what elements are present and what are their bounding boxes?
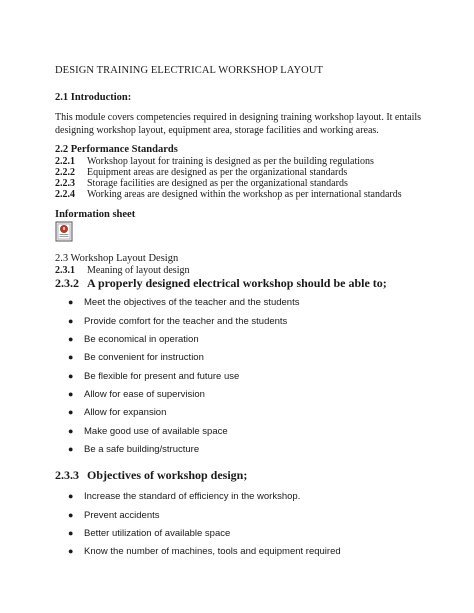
subsection-number: 2.3.1	[55, 265, 75, 276]
item-number: 2.2.2	[55, 167, 75, 178]
introduction-heading: 2.1 Introduction:	[55, 92, 132, 103]
performance-standards-heading: 2.2 Performance Standards	[55, 144, 178, 155]
layout-design-heading: 2.3 Workshop Layout Design	[55, 253, 179, 264]
subsection-text: A properly designed electrical workshop should be able to;	[87, 276, 387, 290]
bullet-icon: ●	[68, 510, 74, 520]
bullet-icon: ●	[68, 371, 74, 381]
bullet-icon: ●	[68, 491, 74, 501]
item-text: Equipment areas are designed as per the organizational standards	[87, 167, 348, 178]
item-text: Storage facilities are designed as per the organizational standards	[87, 178, 348, 189]
item-text: Working areas are designed within the workshop as per international standards	[87, 189, 402, 200]
item-number: 2.2.1	[55, 156, 75, 167]
introduction-paragraph-line-2: designing workshop layout, equipment area, storage facilities and working areas.	[55, 125, 379, 136]
item-text: Workshop layout for training is designed as per the building regulations	[87, 156, 374, 167]
information-sheet-heading: Information sheet	[55, 209, 136, 220]
bullet-icon: ●	[68, 297, 74, 307]
bullet-icon: ●	[68, 528, 74, 538]
bullet-icon: ●	[68, 352, 74, 362]
introduction-paragraph-line-1: This module covers competencies required in designing training workshop layout. It entails	[55, 112, 422, 123]
subsection-text: Objectives of workshop design;	[87, 468, 248, 482]
document-title: DESIGN TRAINING ELECTRICAL WORKSHOP LAYOUT	[55, 65, 324, 76]
bullet-icon: ●	[68, 444, 74, 454]
bullet-icon: ●	[68, 334, 74, 344]
bullet-icon: ●	[68, 316, 74, 326]
bullet-icon: ●	[68, 389, 74, 399]
bullet-icon: ●	[68, 426, 74, 436]
information-sheet-icon	[55, 221, 73, 242]
document-page: DESIGN TRAINING ELECTRICAL WORKSHOP LAYOUT 2.1 Introduction: This module covers competencies required in designing training workshop layout. It entails designing workshop layout, equipment area, storage facilities and working areas. 2.2 Performance Standards 2.2.1 Workshop layout for training is designed as per the building regulations 2.2.2 Equipment areas are designed as per the organizational standards 2.2.3 Storage facilities are designed as per the organizational standards 2.2.4 Working areas are designed within the workshop as per international standards Information sheet 2.3 Workshop Layout Design 2.3.1 Meaning of layout design 2.3.2 A properly designed electrical workshop should be able to; ● Meet the objectives of the teacher and the students ● Provide comfort for the teacher and the students ● Be economical in operation ● Be convenient for instruction ● Be flexible for present and future use ● Allow for ease of supervision ● Allow for expansion ● Make good use of available space ● Be a safe building/structure 2.3.3 Objectives of workshop design; ● Increase the standard of efficiency in the workshop. ● Prevent accidents ● Better utilization of available space ● Know the number of machines, tools and equipment required	[55, 65, 422, 557]
bullet-icon: ●	[68, 546, 74, 556]
subsection-number: 2.3.2	[55, 276, 79, 290]
subsection-text: Meaning of layout design	[87, 265, 190, 276]
item-number: 2.2.3	[55, 178, 75, 189]
subsection-number: 2.3.3	[55, 468, 79, 482]
bullet-icon: ●	[68, 407, 74, 417]
item-number: 2.2.4	[55, 189, 75, 200]
